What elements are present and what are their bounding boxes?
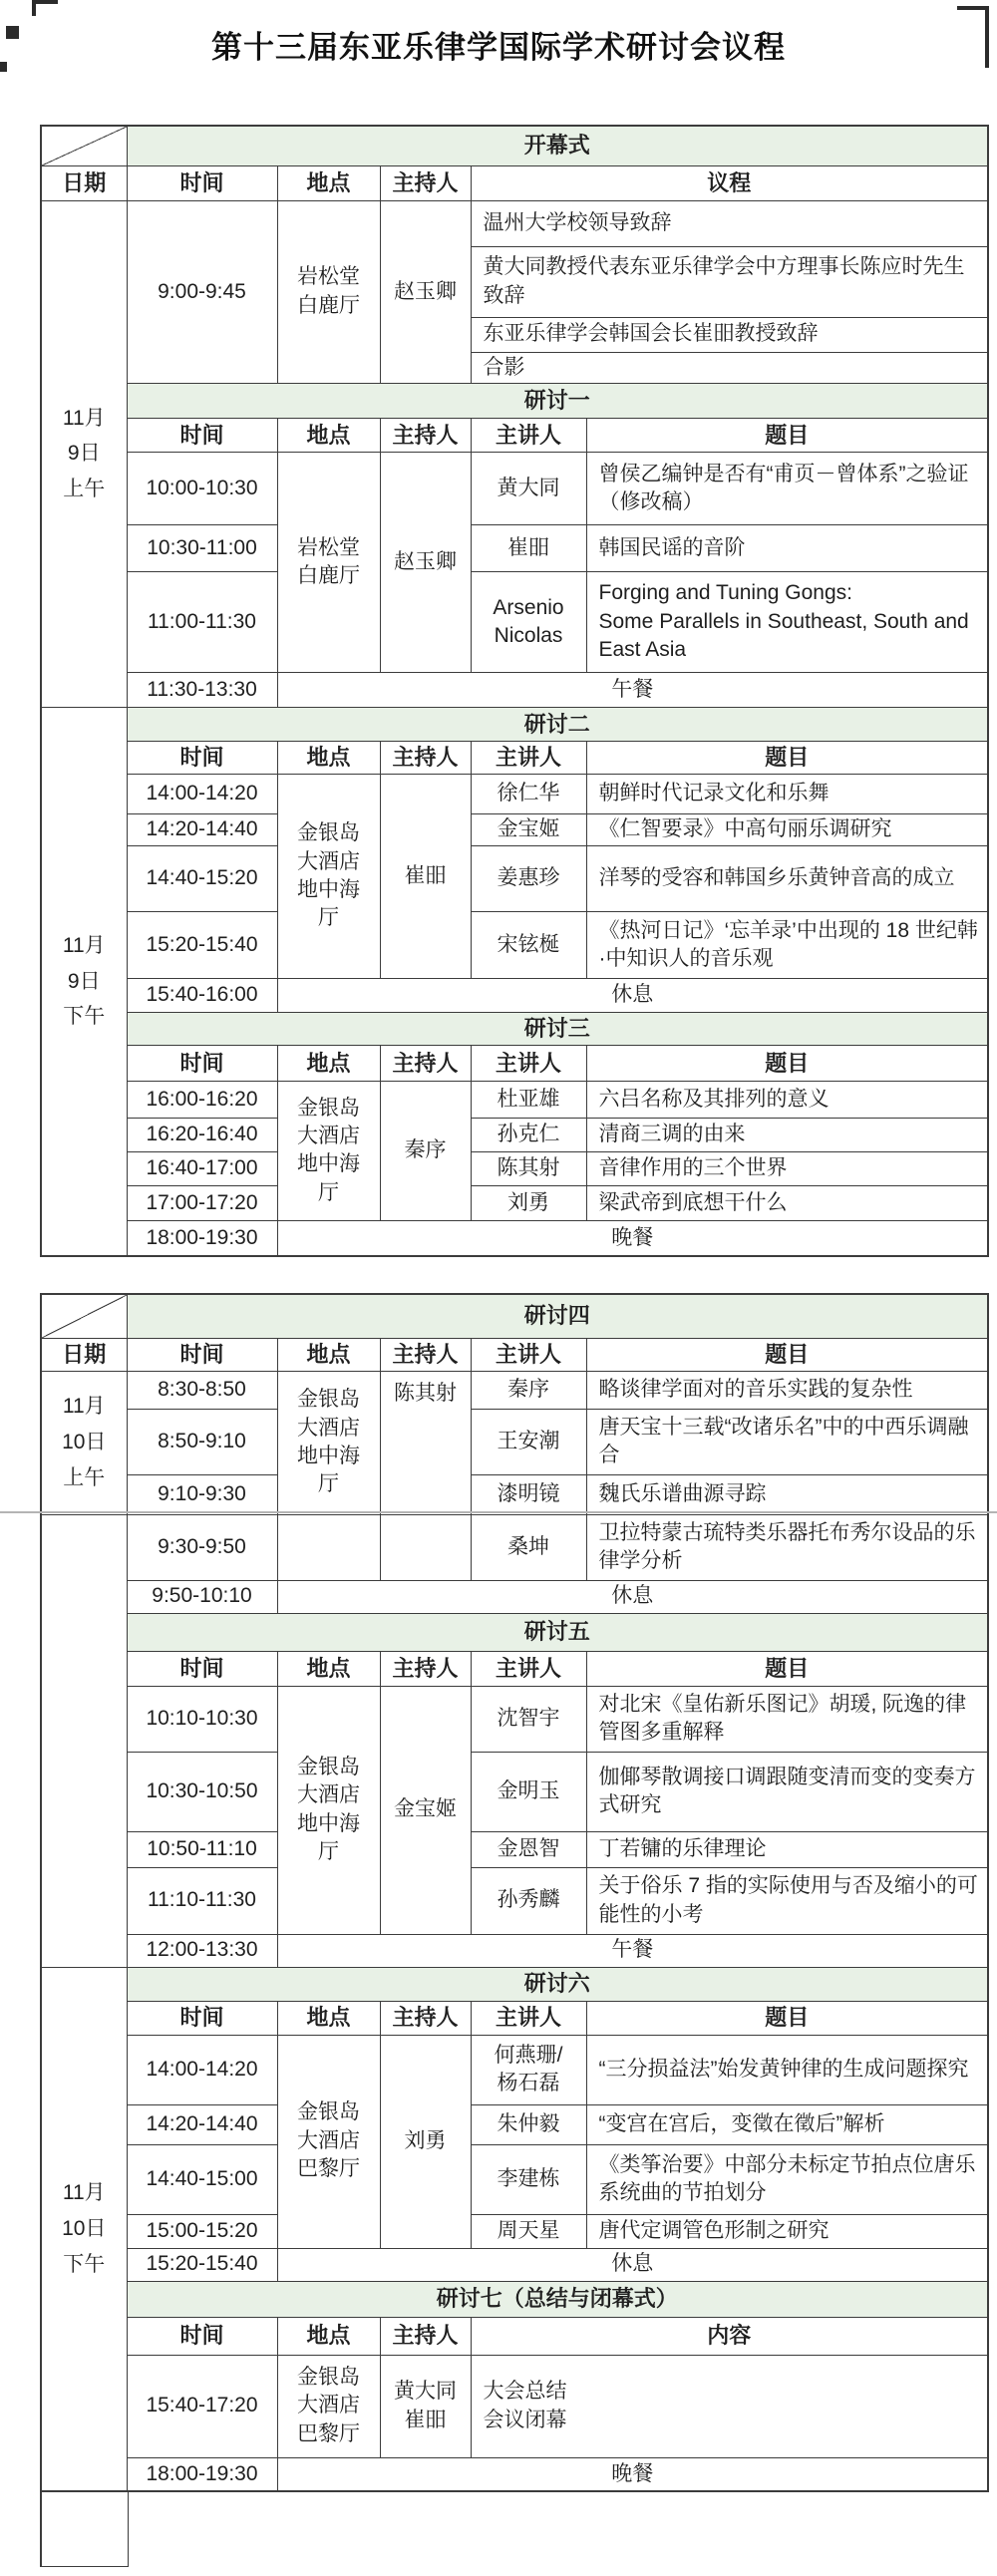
- table-row: [41, 845, 988, 911]
- column-header: 时间: [127, 2001, 277, 2035]
- location-cell: 金银岛 大酒店 巴黎厅: [277, 2035, 380, 2248]
- table-row: [41, 1686, 988, 1752]
- time-cell: 14:40-15:20: [127, 845, 277, 911]
- speaker-cell: 金宝姬: [471, 813, 586, 845]
- break-cell: 晚餐: [277, 2457, 988, 2491]
- column-header: 题目: [586, 1338, 988, 1371]
- speaker-cell: 沈智宇: [471, 1686, 586, 1752]
- table-row: [41, 672, 988, 707]
- speaker-cell: 何燕珊/ 杨石磊: [471, 2035, 586, 2104]
- table-row: [41, 2317, 988, 2355]
- title-cell: 《仁智要录》中高句丽乐调研究: [586, 813, 988, 845]
- column-header: 时间: [127, 1651, 277, 1686]
- table-row: [41, 383, 988, 418]
- table-row: [41, 1118, 988, 1151]
- date-column-tail-cell: [40, 2490, 129, 2567]
- time-cell: 9:50-10:10: [127, 1580, 277, 1613]
- table-row: [41, 1338, 988, 1371]
- speaker-cell: 徐仁华: [471, 774, 586, 813]
- title-cell: Forging and Tuning Gongs: Some Parallels in Southeast, South and East Asia: [586, 571, 988, 672]
- time-cell: 10:50-11:10: [127, 1831, 277, 1867]
- title-cell: 《热河日记》‘忘羊录’中出现的 18 世纪韩·中知识人的音乐观: [586, 911, 988, 978]
- table-row: [41, 2035, 988, 2104]
- host-cell: 黄大同 崔昍: [380, 2355, 471, 2457]
- time-cell: 10:30-11:00: [127, 524, 277, 571]
- column-header: 主讲人: [471, 2001, 586, 2035]
- break-cell: 午餐: [277, 1934, 988, 1967]
- column-header: 日期: [41, 165, 127, 200]
- speaker-cell: 杜亚雄: [471, 1081, 586, 1118]
- column-header: 题目: [586, 741, 988, 774]
- page-break-line: [0, 1511, 997, 1513]
- schedule-table-nov9: [40, 125, 989, 1257]
- time-cell: 15:40-17:20: [127, 2355, 277, 2457]
- time-cell: 15:20-15:40: [127, 2248, 277, 2281]
- break-cell: 晚餐: [277, 1220, 988, 1256]
- location-cell: [277, 1514, 380, 1580]
- table-row: [41, 126, 988, 165]
- time-cell: 14:00-14:20: [127, 2035, 277, 2104]
- speaker-cell: 崔昍: [471, 524, 586, 571]
- time-cell: 11:00-11:30: [127, 571, 277, 672]
- table-row: [41, 571, 988, 672]
- time-cell: 16:20-16:40: [127, 1118, 277, 1151]
- table-row: [41, 2001, 988, 2035]
- location-cell: 金银岛 大酒店 地中海 厅: [277, 774, 380, 978]
- column-header: 议程: [471, 165, 988, 200]
- title-cell: 音律作用的三个世界: [586, 1151, 988, 1185]
- table-row: [41, 1474, 988, 1514]
- column-header: 主持人: [380, 1045, 471, 1081]
- location-cell: 金银岛 大酒店 地中海 厅: [277, 1371, 380, 1514]
- column-header: 题目: [586, 1651, 988, 1686]
- time-cell: 18:00-19:30: [127, 2457, 277, 2491]
- time-cell: 8:30-8:50: [127, 1371, 277, 1409]
- time-cell: 11:30-13:30: [127, 672, 277, 707]
- location-cell: 金银岛 大酒店 地中海 厅: [277, 1686, 380, 1934]
- column-header: 时间: [127, 1045, 277, 1081]
- column-header: 主讲人: [471, 741, 586, 774]
- section-title: 研讨六: [127, 1967, 988, 2001]
- column-header: 时间: [127, 165, 277, 200]
- time-cell: 14:40-15:00: [127, 2144, 277, 2214]
- time-cell: 18:00-19:30: [127, 1220, 277, 1256]
- column-header: 题目: [586, 418, 988, 452]
- time-cell: 14:00-14:20: [127, 774, 277, 813]
- title-cell: 《类筝治要》中部分未标定节拍点位唐乐系统曲的节拍划分: [586, 2144, 988, 2214]
- table-row: [41, 2355, 988, 2457]
- speaker-cell: 宋铉梴: [471, 911, 586, 978]
- title-cell: 曾侯乙编钟是否有“甫页－曾体系”之验证（修改稿）: [586, 452, 988, 524]
- section-title: 研讨七（总结与闭幕式）: [127, 2281, 988, 2317]
- table-row: [41, 2248, 988, 2281]
- scan-mark-top-right: [957, 6, 989, 68]
- time-cell: 16:00-16:20: [127, 1081, 277, 1118]
- column-header: 地点: [277, 165, 380, 200]
- host-cell: 刘勇: [380, 2035, 471, 2248]
- scan-mark-tick: [0, 62, 7, 72]
- title-cell: 丁若镛的乐律理论: [586, 1831, 988, 1867]
- title-cell: 卫拉特蒙古琉特类乐器托布秀尔设品的乐律学分析: [586, 1514, 988, 1580]
- page-title: 第十三届东亚乐律学国际学术研讨会议程: [211, 30, 786, 65]
- speaker-cell: 漆明镜: [471, 1474, 586, 1514]
- host-cell: [380, 1514, 471, 1580]
- table-row: [41, 1752, 988, 1831]
- speaker-cell: Arsenio Nicolas: [471, 571, 586, 672]
- column-header: 主持人: [380, 741, 471, 774]
- host-cell: 陈其射: [380, 1371, 471, 1514]
- table-row: [41, 1613, 988, 1651]
- title-cell: 略谈律学面对的音乐实践的复杂性: [586, 1371, 988, 1409]
- time-cell: 15:20-15:40: [127, 911, 277, 978]
- table-row: [41, 1867, 988, 1934]
- date-cell: 11月 10日 上午: [41, 1371, 127, 1514]
- column-header: 地点: [277, 418, 380, 452]
- title-cell: 关于俗乐 7 指的实际使用与否及缩小的可能性的小考: [586, 1867, 988, 1934]
- location-cell: 岩松堂 白鹿厅: [277, 452, 380, 672]
- speaker-cell: 金明玉: [471, 1752, 586, 1831]
- date-cell: 11月 9日 上午: [41, 200, 127, 707]
- section-title: 研讨二: [127, 707, 988, 741]
- table-row: [41, 1409, 988, 1474]
- column-header: 主持人: [380, 1651, 471, 1686]
- column-header: 主持人: [380, 418, 471, 452]
- table-row: [41, 1294, 988, 1338]
- table-row: [41, 741, 988, 774]
- table-row: [41, 452, 988, 524]
- table-row: [41, 1580, 988, 1613]
- title-cell: 伽倻琴散调接口调跟随变清而变的变奏方式研究: [586, 1752, 988, 1831]
- diagonal-cell: [41, 1294, 127, 1338]
- table-row: [41, 1151, 988, 1185]
- table-row: [41, 524, 988, 571]
- agenda-cell: 黄大同教授代表东亚乐律学会中方理事长陈应时先生致辞: [471, 246, 988, 317]
- speaker-cell: 姜惠珍: [471, 845, 586, 911]
- title-cell: “变宫在宫后，变徵在徵后”解析: [586, 2104, 988, 2144]
- break-cell: 休息: [277, 1580, 988, 1613]
- table-row: [41, 1967, 988, 2001]
- diagonal-cell: [41, 126, 127, 165]
- table-row: [41, 2104, 988, 2144]
- column-header: 主讲人: [471, 1651, 586, 1686]
- schedule-table-nov10: [40, 1293, 989, 2492]
- speaker-cell: 周天星: [471, 2214, 586, 2248]
- host-cell: 赵玉卿: [380, 200, 471, 383]
- speaker-cell: 王安潮: [471, 1409, 586, 1474]
- speaker-cell: 孙克仁: [471, 1118, 586, 1151]
- table-row: [41, 200, 988, 246]
- table-row: [41, 1185, 988, 1220]
- break-cell: 休息: [277, 978, 988, 1012]
- speaker-cell: 金恩智: [471, 1831, 586, 1867]
- table-row: [41, 1045, 988, 1081]
- title-cell: 对北宋《皇佑新乐图记》胡瑗, 阮逸的律管图多重解释: [586, 1686, 988, 1752]
- table-row: [41, 165, 988, 200]
- host-cell: 崔昍: [380, 774, 471, 978]
- scan-mark-square: [6, 26, 19, 39]
- column-header: 主持人: [380, 165, 471, 200]
- table-row: [41, 1371, 988, 1409]
- title-cell: 朝鲜时代记录文化和乐舞: [586, 774, 988, 813]
- title-cell: 梁武帝到底想干什么: [586, 1185, 988, 1220]
- time-cell: 9:00-9:45: [127, 200, 277, 383]
- date-cell: 11月 10日 下午: [41, 1967, 127, 2491]
- time-cell: 8:50-9:10: [127, 1409, 277, 1474]
- table-row: [41, 1514, 988, 1580]
- column-header: 地点: [277, 2317, 380, 2355]
- table-row: [41, 774, 988, 813]
- column-header: 题目: [586, 1045, 988, 1081]
- speaker-cell: 秦序: [471, 1371, 586, 1409]
- column-header: 地点: [277, 1651, 380, 1686]
- table-row: [41, 813, 988, 845]
- date-cell: 11月 9日 下午: [41, 707, 127, 1256]
- time-cell: 16:40-17:00: [127, 1151, 277, 1185]
- column-header: 主持人: [380, 2317, 471, 2355]
- time-cell: 10:30-10:50: [127, 1752, 277, 1831]
- column-header: 主持人: [380, 2001, 471, 2035]
- column-header: 地点: [277, 2001, 380, 2035]
- host-cell: 赵玉卿: [380, 452, 471, 672]
- speaker-cell: 刘勇: [471, 1185, 586, 1220]
- table-row: [41, 1934, 988, 1967]
- column-header: 地点: [277, 1045, 380, 1081]
- location-cell: 金银岛 大酒店 巴黎厅: [277, 2355, 380, 2457]
- host-cell: 秦序: [380, 1081, 471, 1220]
- table-row: [41, 911, 988, 978]
- speaker-cell: 陈其射: [471, 1151, 586, 1185]
- time-cell: 17:00-17:20: [127, 1185, 277, 1220]
- speaker-cell: 黄大同: [471, 452, 586, 524]
- section-title: 研讨四: [127, 1294, 988, 1338]
- speaker-cell: 李建栋: [471, 2144, 586, 2214]
- table-row: [41, 1012, 988, 1045]
- location-cell: 岩松堂 白鹿厅: [277, 200, 380, 383]
- break-cell: 休息: [277, 2248, 988, 2281]
- time-cell: 14:20-14:40: [127, 813, 277, 845]
- column-header: 主讲人: [471, 418, 586, 452]
- table-row: [41, 2144, 988, 2214]
- speaker-cell: 朱仲毅: [471, 2104, 586, 2144]
- agenda-cell: 合影: [471, 352, 988, 383]
- table-row: [41, 1081, 988, 1118]
- column-header: 地点: [277, 741, 380, 774]
- time-cell: 11:10-11:30: [127, 1867, 277, 1934]
- section-title: 研讨五: [127, 1613, 988, 1651]
- table-row: [41, 1831, 988, 1867]
- column-header: 时间: [127, 741, 277, 774]
- title-cell: 六吕名称及其排列的意义: [586, 1081, 988, 1118]
- time-cell: 15:40-16:00: [127, 978, 277, 1012]
- title-cell: 唐代定调管色形制之研究: [586, 2214, 988, 2248]
- time-cell: 14:20-14:40: [127, 2104, 277, 2144]
- time-cell: 12:00-13:30: [127, 1934, 277, 1967]
- content-cell: 大会总结 会议闭幕: [471, 2355, 988, 2457]
- title-cell: “三分损益法”始发黄钟律的生成问题探究: [586, 2035, 988, 2104]
- column-header: 时间: [127, 2317, 277, 2355]
- table-row: [41, 418, 988, 452]
- time-cell: 10:00-10:30: [127, 452, 277, 524]
- title-cell: 洋琴的受容和韩国乡乐黄钟音高的成立: [586, 845, 988, 911]
- column-header: 地点: [277, 1338, 380, 1371]
- column-header: 主讲人: [471, 1338, 586, 1371]
- table-row: [41, 2457, 988, 2491]
- title-cell: 清商三调的由来: [586, 1118, 988, 1151]
- column-header: 主持人: [380, 1338, 471, 1371]
- time-cell: 9:10-9:30: [127, 1474, 277, 1514]
- date-cell: [41, 1514, 127, 1967]
- column-header: 内容: [471, 2317, 988, 2355]
- table-row: [41, 978, 988, 1012]
- title-cell: 韩国民谣的音阶: [586, 524, 988, 571]
- break-cell: 午餐: [277, 672, 988, 707]
- time-cell: 9:30-9:50: [127, 1514, 277, 1580]
- speaker-cell: 桑坤: [471, 1514, 586, 1580]
- section-title: 研讨一: [127, 383, 988, 418]
- location-cell: 金银岛 大酒店 地中海 厅: [277, 1081, 380, 1220]
- title-cell: 唐天宝十三载“改诸乐名”中的中西乐调融合: [586, 1409, 988, 1474]
- agenda-cell: 温州大学校领导致辞: [471, 200, 988, 246]
- time-cell: 15:00-15:20: [127, 2214, 277, 2248]
- column-header: 日期: [41, 1338, 127, 1371]
- host-cell: 金宝姬: [380, 1686, 471, 1934]
- table-row: [41, 2214, 988, 2248]
- column-header: 时间: [127, 418, 277, 452]
- agenda-cell: 东亚乐律学会韩国会长崔昍教授致辞: [471, 317, 988, 352]
- section-title: 开幕式: [127, 126, 988, 165]
- table-row: [41, 1220, 988, 1256]
- title-cell: 魏氏乐谱曲源寻踪: [586, 1474, 988, 1514]
- table-row: [41, 1651, 988, 1686]
- column-header: 时间: [127, 1338, 277, 1371]
- scan-mark-top-left: [32, 0, 58, 16]
- table-row: [41, 707, 988, 741]
- speaker-cell: 孙秀麟: [471, 1867, 586, 1934]
- time-cell: 10:10-10:30: [127, 1686, 277, 1752]
- section-title: 研讨三: [127, 1012, 988, 1045]
- column-header: 题目: [586, 2001, 988, 2035]
- table-row: [41, 2281, 988, 2317]
- column-header: 主讲人: [471, 1045, 586, 1081]
